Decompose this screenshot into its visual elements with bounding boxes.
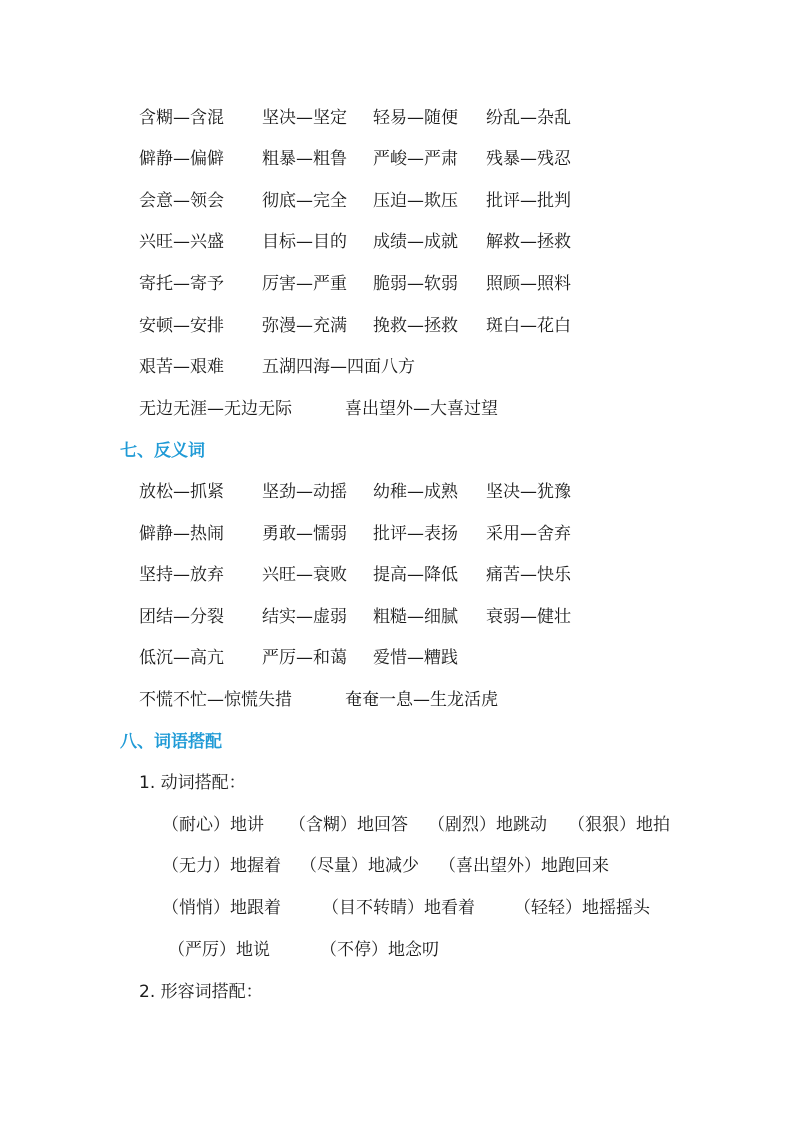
- antonym-pair: 不慌不忙—惊慌失措: [139, 690, 292, 710]
- synonym-pair: 厉害—严重: [262, 274, 347, 294]
- synonym-pair: 成绩—成就: [373, 232, 458, 252]
- verb-collocation: （轻轻）地摇摇头: [514, 898, 650, 918]
- antonym-pair: 痛苦—快乐: [486, 565, 571, 585]
- synonym-pair: 艰苦—艰难: [139, 357, 224, 377]
- verb-collocation: （剧烈）地跳动: [428, 815, 547, 835]
- synonym-pair: 轻易—随便: [373, 108, 458, 128]
- synonym-pair: 寄托—寄予: [139, 274, 224, 294]
- antonyms-heading: 七、反义词: [120, 441, 205, 461]
- synonym-pair: 脆弱—软弱: [373, 274, 458, 294]
- antonym-pair: 爱惜—糟践: [373, 648, 458, 668]
- synonym-pair: 严峻—严肃: [373, 149, 458, 169]
- verb-collocation: （狠狠）地拍: [568, 815, 670, 835]
- antonym-pair: 勇敢—懦弱: [262, 524, 347, 544]
- synonym-pair: 目标—目的: [262, 232, 347, 252]
- verb-collocation: （无力）地握着: [162, 856, 281, 876]
- antonym-pair: 坚决—犹豫: [486, 482, 571, 502]
- synonym-pair: 残暴—残忍: [486, 149, 571, 169]
- antonym-pair: 兴旺—衰败: [262, 565, 347, 585]
- antonym-pair: 批评—表扬: [373, 524, 458, 544]
- synonym-pair: 含糊—含混: [139, 108, 224, 128]
- synonym-pair: 照顾—照料: [486, 274, 571, 294]
- antonym-pair: 提高—降低: [373, 565, 458, 585]
- verb-collocation: （不停）地念叨: [320, 940, 439, 960]
- synonym-pair: 挽救—拯救: [373, 316, 458, 336]
- verb-collocation: （耐心）地讲: [162, 815, 264, 835]
- antonym-pair: 幼稚—成熟: [373, 482, 458, 502]
- synonym-pair: 兴旺—兴盛: [139, 232, 224, 252]
- antonym-pair: 放松—抓紧: [139, 482, 224, 502]
- antonym-pair: 坚劲—动摇: [262, 482, 347, 502]
- verb-collocation: （悄悄）地跟着: [162, 898, 281, 918]
- antonym-pair: 结实—虚弱: [262, 607, 347, 627]
- verb-collocation: （喜出望外）地跑回来: [439, 856, 609, 876]
- verb-collocation: （目不转睛）地看着: [322, 898, 475, 918]
- synonym-pair: 无边无涯—无边无际: [139, 399, 292, 419]
- antonym-pair: 严厉—和蔼: [262, 648, 347, 668]
- synonym-pair: 彻底—完全: [262, 191, 347, 211]
- synonym-pair: 粗暴—粗鲁: [262, 149, 347, 169]
- synonym-pair: 纷乱—杂乱: [486, 108, 571, 128]
- synonym-pair: 解救—拯救: [486, 232, 571, 252]
- synonym-pair: 压迫—欺压: [373, 191, 458, 211]
- synonym-pair: 坚决—坚定: [262, 108, 347, 128]
- synonym-pair: 弥漫—充满: [262, 316, 347, 336]
- synonym-pair: 安顿—安排: [139, 316, 224, 336]
- antonym-pair: 采用—舍弃: [486, 524, 571, 544]
- antonym-pair: 坚持—放弃: [139, 565, 224, 585]
- synonym-pair: 僻静—偏僻: [139, 149, 224, 169]
- antonym-pair: 衰弱—健壮: [486, 607, 571, 627]
- synonym-pair: 五湖四海—四面八方: [262, 357, 415, 377]
- collocation-heading: 八、词语搭配: [120, 732, 222, 752]
- antonym-pair: 奄奄一息—生龙活虎: [345, 690, 498, 710]
- verb-collocation: （严厉）地说: [168, 940, 270, 960]
- verb-collocation-title: 1. 动词搭配：: [139, 773, 246, 793]
- synonym-pair: 喜出望外—大喜过望: [345, 399, 498, 419]
- antonym-pair: 粗糙—细腻: [373, 607, 458, 627]
- antonym-pair: 低沉—高亢: [139, 648, 224, 668]
- antonym-pair: 僻静—热闹: [139, 524, 224, 544]
- verb-collocation: （尽量）地减少: [300, 856, 419, 876]
- verb-collocation: （含糊）地回答: [289, 815, 408, 835]
- synonym-pair: 会意—领会: [139, 191, 224, 211]
- synonym-pair: 斑白—花白: [486, 316, 571, 336]
- adjective-collocation-title: 2. 形容词搭配：: [139, 982, 263, 1002]
- antonym-pair: 团结—分裂: [139, 607, 224, 627]
- synonym-pair: 批评—批判: [486, 191, 571, 211]
